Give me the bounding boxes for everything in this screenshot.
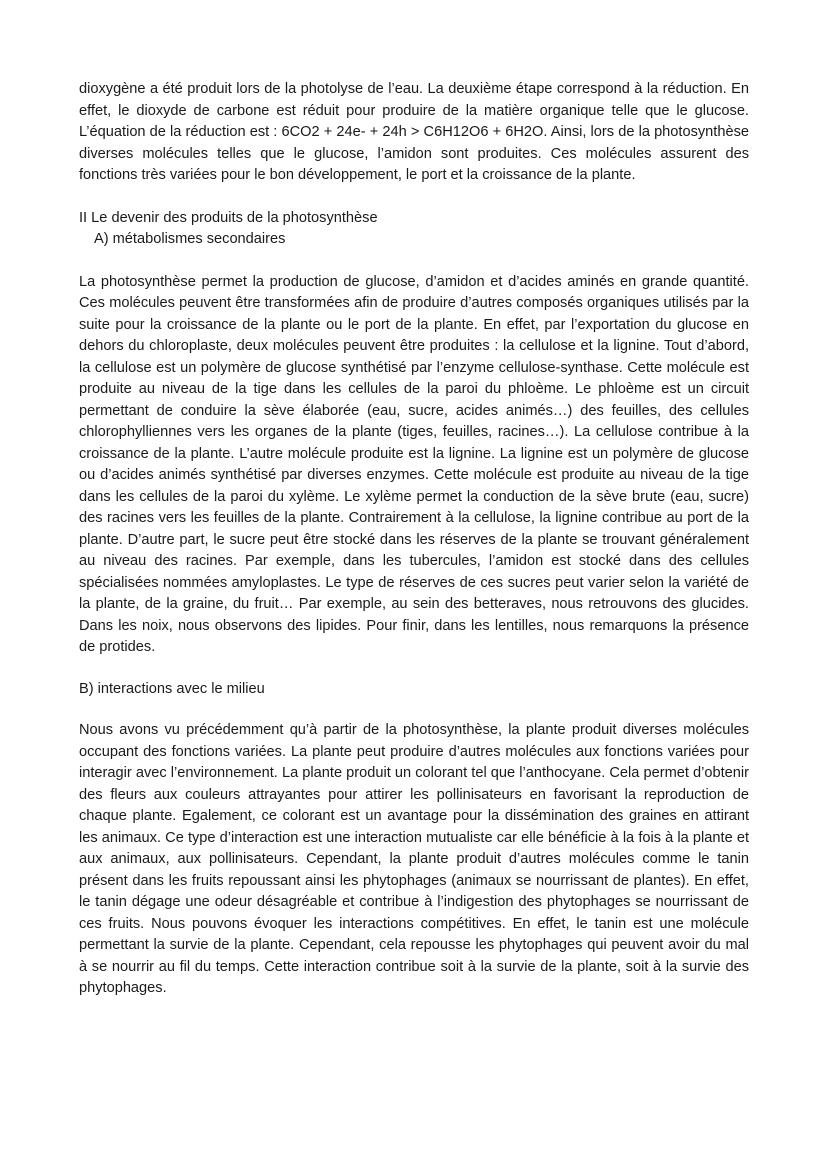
document-page (79, 79, 749, 1000)
spacer (79, 251, 749, 272)
subsection-title-b: B) interactions avec le milieu (79, 680, 265, 697)
paragraph-photosynthesis-intro: dioxygène a été produit lors de la photolyse de l’eau. La deuxième étape correspond à la réduction. En effet, le dioxyde de carbone est réduit pour produire de la matière organique telle que le glucose. L’équation de la réduction est : 6CO2 + 24e- + 24h > C6H12O6 + 6H2O. Ainsi, lors de la photosynthèse diverses molécules telles que le glucose, l’amidon sont produites. Ces molécules assurent des fonctions très variées pour le bon développement, le port et la croissance de la plante. (79, 81, 749, 183)
spacer (79, 187, 749, 208)
spacer (79, 700, 749, 720)
spacer (79, 659, 749, 679)
subsection-title-a: A) métabolismes secondaires (94, 231, 286, 247)
paragraph-secondary-metabolism: La photosynthèse permet la production de glucose, d’amidon et d’acides aminés en grande quantité. Ces molécules peuvent être transformées afin de produire d’autres composés organiques utilisés par la suite pour la croissance de la plante ou le port de la plante. En effet, par l’exportation du glucose en dehors du chloroplaste, deux molécules peuvent être produites : la cellulose et la lignine. Tout d’abord, la cellulose est un polymère de glucose synthétisé par l’enzyme cellulose-synthase. Cette molécule est produite au niveau de la tige dans les cellules de la paroi du phloème. Le phloème est un circuit permettant de conduire la sève élaborée (eau, sucre, acides animés…) des feuilles, des cellules chlorophylliennes vers les organes de la plante (tiges, feuilles, racines…). La cellulose contribue à la croissance de la plante. L’autre molécule produite est la lignine. La lignine est un polymère de glucose ou d’acides animés synthétisé par diverses enzymes. Cette molécule est produite au niveau de la tige dans les cellules de la paroi du xylème. Le xylème permet la conduction de la sève brute (eau, sucre) des racines vers les feuilles de la plante. Contrairement à la cellulose, la lignine contribue au port de la plante. D’autre part, le sucre peut être stocké dans les réserves de la plante se trouvant généralement au niveau des racines. Par exemple, dans les tubercules, l’amidon est stocké dans des cellules spécialisées nommées amyloplastes. Le type de réserves de ces sucres peut varier selon la variété de la plante, de la graine, du fruit… Par exemple, au sein des betteraves, nous retrouvons des glucides. Dans les noix, nous observons des lipides. Pour finir, dans les lentilles, nous remarquons la présence de protides. (79, 273, 749, 655)
section-title-2: II Le devenir des produits de la photosynthèse (79, 209, 378, 226)
paragraph-interactions: Nous avons vu précédemment qu’à partir de la photosynthèse, la plante produit diverses molécules occupant des fonctions variées. La plante peut produire d’autres molécules aux fonctions variées pour interagir avec l’environnement. La plante produit un colorant tel que l’anthocyane. Cela permet d’obtenir des fleurs aux couleurs attrayantes pour attirer les pollinisateurs en favorisant la reproduction de chaque plante. Egalement, ce colorant est un avantage pour la dissémination des graines en attirant les animaux. Ce type d’interaction est une interaction mutualiste car elle bénéficie à la fois à la plante et aux animaux, aux pollinisateurs. Cependant, la plante produit d’autres molécules comme le tanin présent dans les fruits repoussant ainsi les phytophages (animaux se nourrissant de plantes). En effet, le tanin dégage une odeur désagréable et contribue à l’indigestion des phytophages se nourrissant de ces fruits. Nous pouvons évoquer les interactions compétitives. En effet, le tanin est une molécule permettant la survie de la plante. Cependant, cela repousse les phytophages qui peuvent avoir du mal à se nourrir au fil du temps. Cette interaction contribue soit à la survie de la plante, soit à la survie des phytophages. (79, 722, 749, 996)
